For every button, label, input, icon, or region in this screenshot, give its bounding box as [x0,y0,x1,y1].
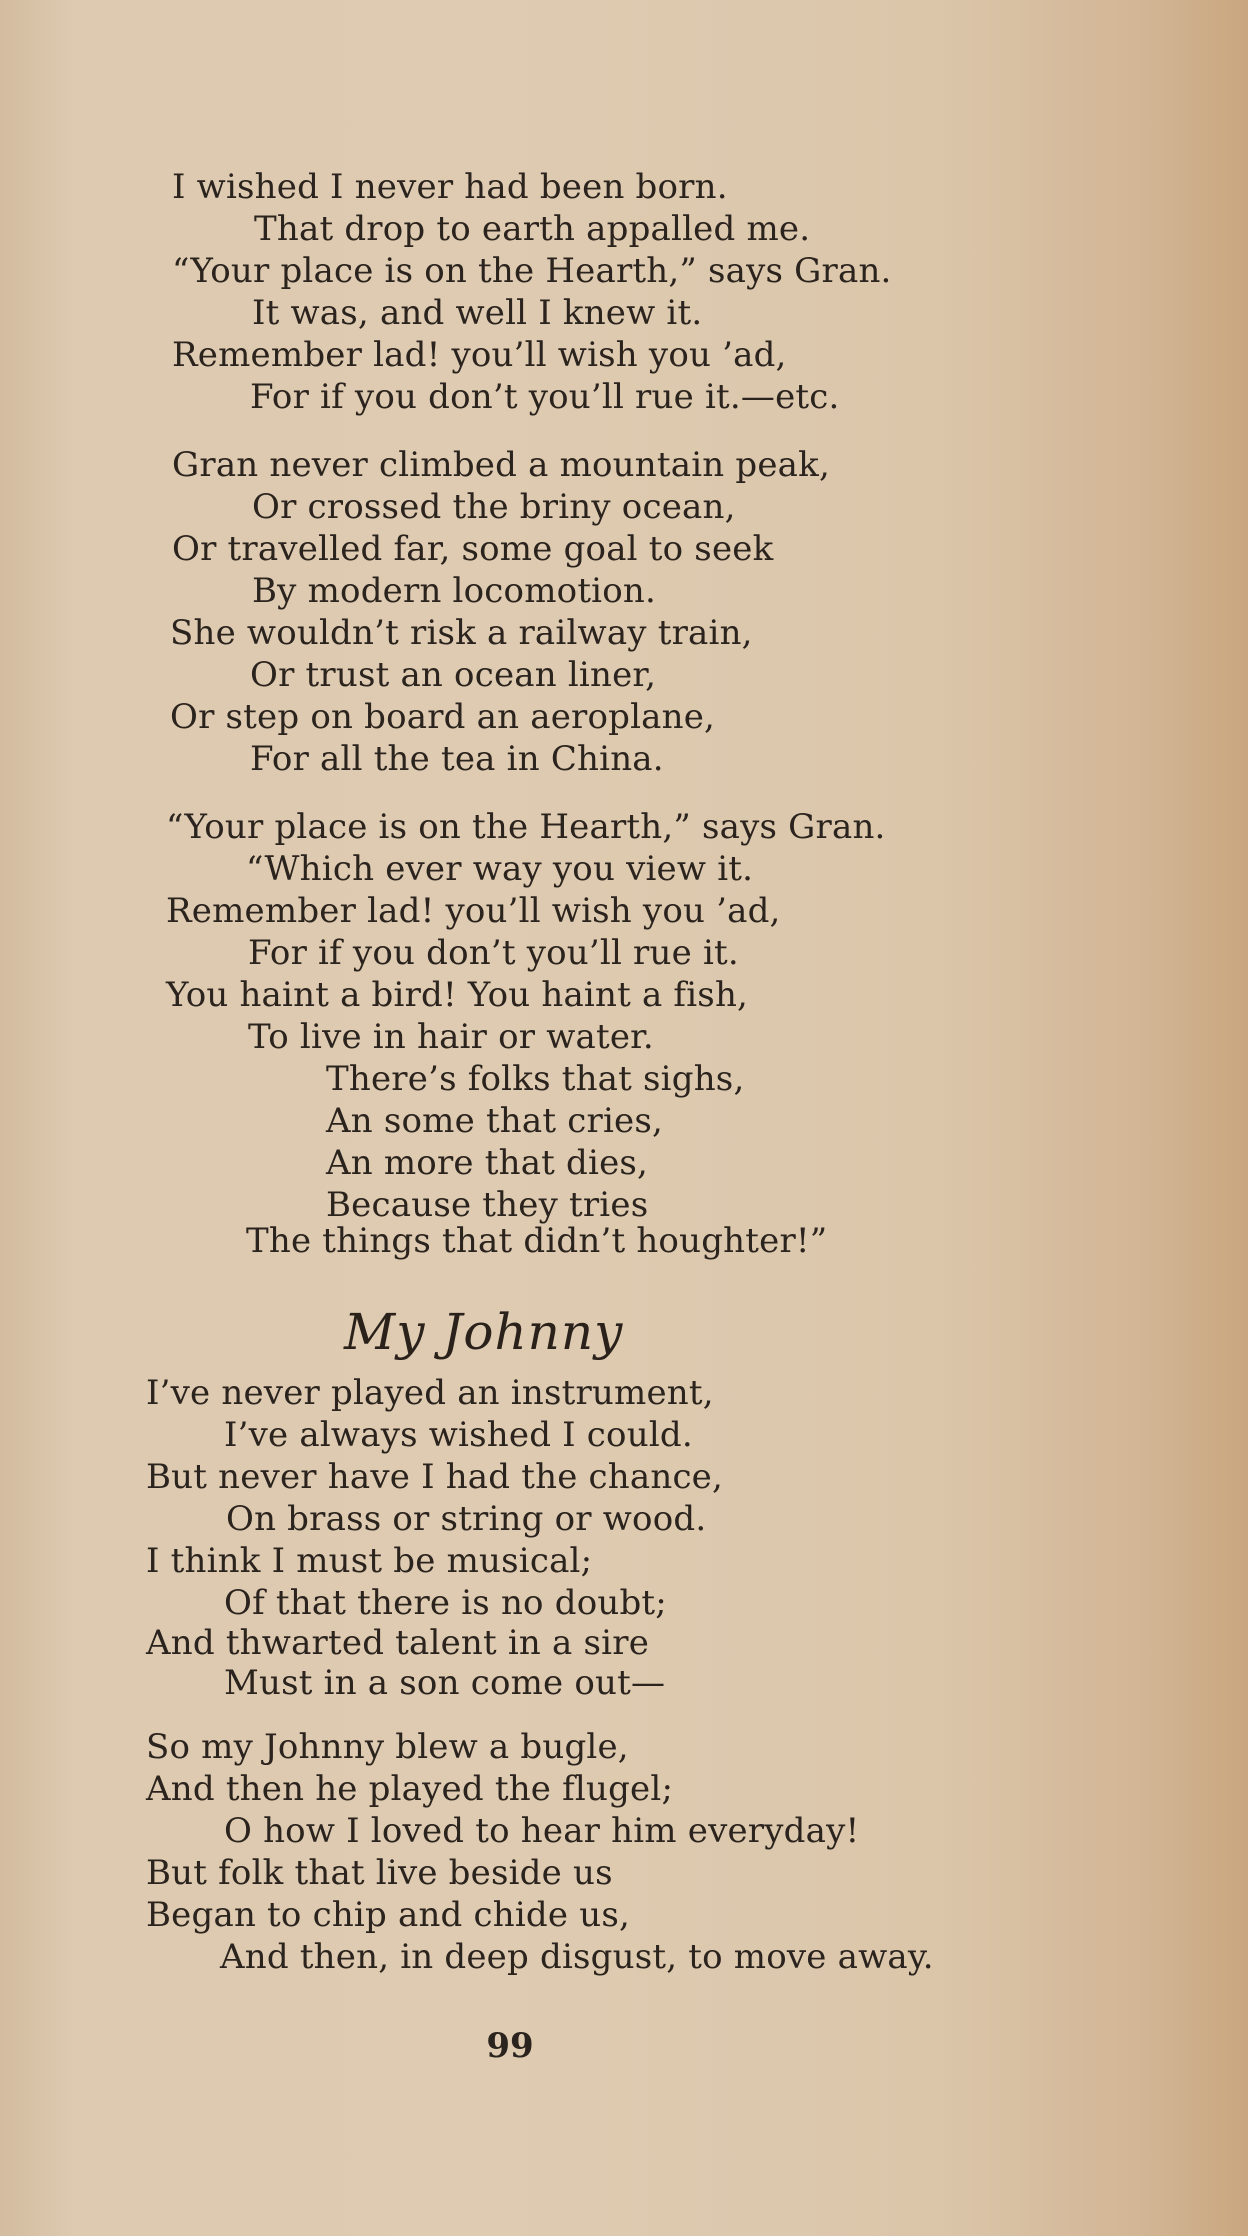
poem-line: She wouldn’t risk a railway train, [170,613,753,653]
poem-line: For if you don’t you’ll rue it. [248,933,739,973]
poem-line: An more that dies, [326,1143,649,1183]
poem-line: It was, and well I knew it. [252,293,703,333]
poem-line: Or travelled far, some goal to seek [172,529,774,569]
poem-line: On brass or string or wood. [226,1499,707,1539]
poem-line: Of that there is no doubt; [224,1583,667,1623]
poem-line: Gran never climbed a mountain peak, [172,445,830,485]
poem-line: And then, in deep disgust, to move away. [220,1937,934,1977]
poem-line: Or crossed the briny ocean, [252,487,736,527]
page-number: 99 [486,2026,534,2066]
poem-line: Remember lad! you’ll wish you ’ad, [172,335,787,375]
poem-line: For if you don’t you’ll rue it.—etc. [250,377,840,417]
poem-line: And then he played the flugel; [146,1769,674,1809]
poem-line: “Which ever way you view it. [246,849,754,889]
poem-line: There’s folks that sighs, [326,1059,745,1099]
poem-line: Remember lad! you’ll wish you ’ad, [166,891,781,931]
poem-line: The things that didn’t houghter!” [246,1221,828,1261]
poem-line: I think I must be musical; [146,1541,593,1581]
poem-line: I’ve never played an instrument, [146,1373,714,1413]
poem-line: By modern locomotion. [252,571,657,611]
poem-line: But folk that live beside us [146,1853,613,1893]
poem-line: Or trust an ocean liner, [250,655,657,695]
poem-line: That drop to earth appalled me. [254,209,811,249]
poem-line: An some that cries, [326,1101,663,1141]
poem-line: And thwarted talent in a sire [146,1623,650,1663]
poem-line: Or step on board an aeroplane, [170,697,716,737]
poem-line: For all the tea in China. [250,739,664,779]
poem-title: My Johnny [344,1303,624,1361]
poem-line: “Your place is on the Hearth,” says Gran. [172,251,892,291]
poem-line: Must in a son come out— [224,1663,666,1703]
poem-line: Began to chip and chide us, [146,1895,630,1935]
poem-line: I wished I never had been born. [172,167,728,207]
poem-line: So my Johnny blew a bugle, [146,1727,629,1767]
poem-line: I’ve always wished I could. [224,1415,693,1455]
poem-line: You haint a bird! You haint a fish, [166,975,749,1015]
poem-line: To live in hair or water. [248,1017,654,1057]
poem-line: “Your place is on the Hearth,” says Gran. [166,807,886,847]
poem-line: O how I loved to hear him everyday! [224,1811,860,1851]
poem-line: Because they tries [326,1185,649,1225]
poem-line: But never have I had the chance, [146,1457,724,1497]
